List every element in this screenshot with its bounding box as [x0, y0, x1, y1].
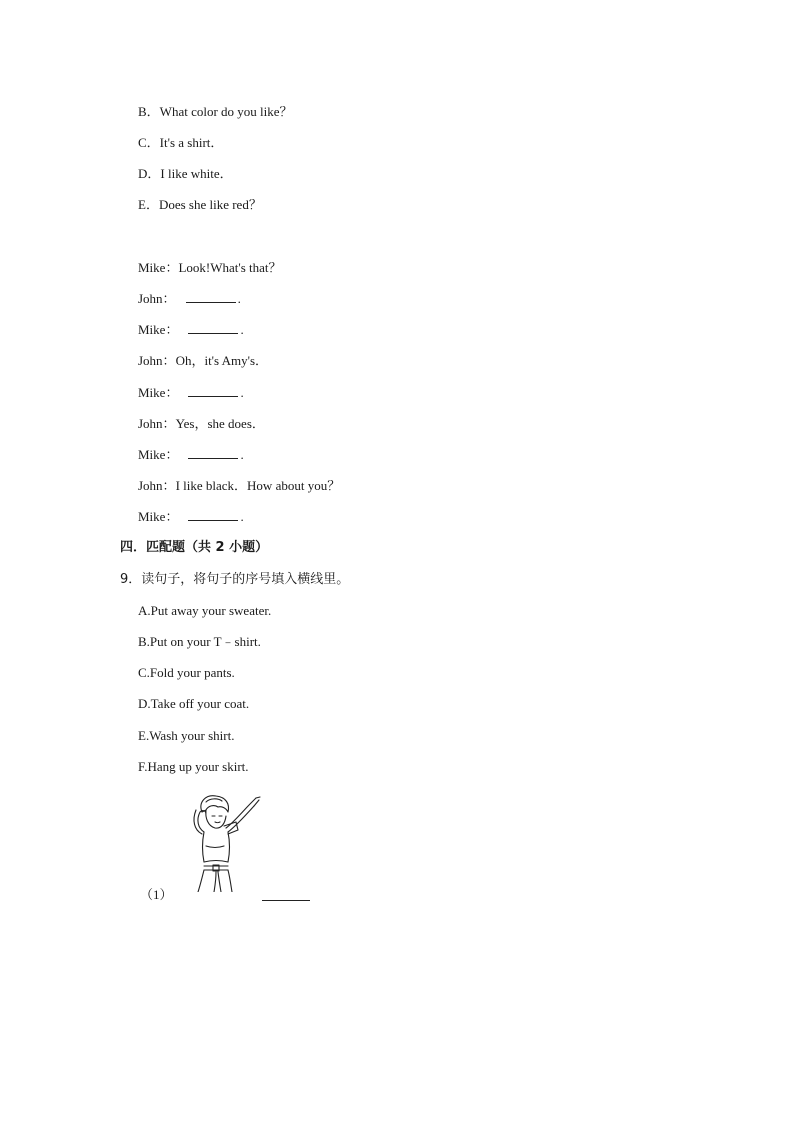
dialogue-line	[138, 416, 265, 432]
option-d: D．I like white．	[138, 166, 233, 181]
speaker: John：	[138, 291, 176, 306]
answer-blank[interactable]	[188, 322, 238, 334]
dialogue-line: Mike： .	[138, 509, 244, 524]
speaker: Mike：	[138, 385, 179, 400]
boy-putting-on-tshirt-illustration	[168, 788, 264, 892]
answer-blank[interactable]	[188, 447, 238, 459]
speaker: John：	[138, 416, 176, 431]
item-label: （1）	[140, 887, 173, 902]
choice-e: E.Wash your shirt.	[138, 728, 235, 743]
speaker: Mike：	[138, 322, 179, 337]
option-b: B．What color do you like？	[138, 104, 293, 119]
dialogue-text: Look!What's that？	[178, 260, 282, 275]
option-e: E．Does she like red？	[138, 197, 262, 212]
answer-blank[interactable]	[188, 509, 238, 521]
question-prompt: 9．读句子，将句子的序号填入横线里。	[120, 572, 350, 587]
answer-blank[interactable]	[188, 385, 238, 397]
answer-blank[interactable]	[186, 291, 236, 303]
section-title: 四．匹配题（共 2 小题）	[120, 540, 269, 555]
dialogue-line: John： .	[138, 291, 241, 306]
dialogue-text: I like black．How about you？	[175, 478, 341, 493]
answer-blank[interactable]	[262, 900, 310, 901]
dialogue-line: Mike： .	[138, 322, 244, 337]
speaker: John：	[138, 478, 176, 493]
dialogue-line	[138, 260, 282, 276]
dialogue-line	[138, 478, 340, 494]
option-c: C．It's a shirt．	[138, 135, 224, 150]
dialogue-line: Mike： .	[138, 447, 244, 462]
choice-f: F.Hang up your skirt.	[138, 759, 249, 774]
speaker: Mike：	[138, 447, 179, 462]
dialogue-text: Oh，it's Amy's．	[175, 353, 269, 368]
choice-d: D.Take off your coat.	[138, 696, 250, 711]
dialogue-line	[138, 353, 268, 369]
speaker: Mike：	[138, 260, 179, 275]
choice-a: A.Put away your sweater.	[138, 603, 272, 618]
speaker: Mike：	[138, 509, 179, 524]
dialogue-line: Mike： .	[138, 385, 244, 400]
choice-b: B.Put on your T﹣shirt.	[138, 634, 261, 649]
choice-c: C.Fold your pants.	[138, 665, 235, 680]
dialogue-text: Yes，she does．	[175, 416, 265, 431]
speaker: John：	[138, 353, 176, 368]
